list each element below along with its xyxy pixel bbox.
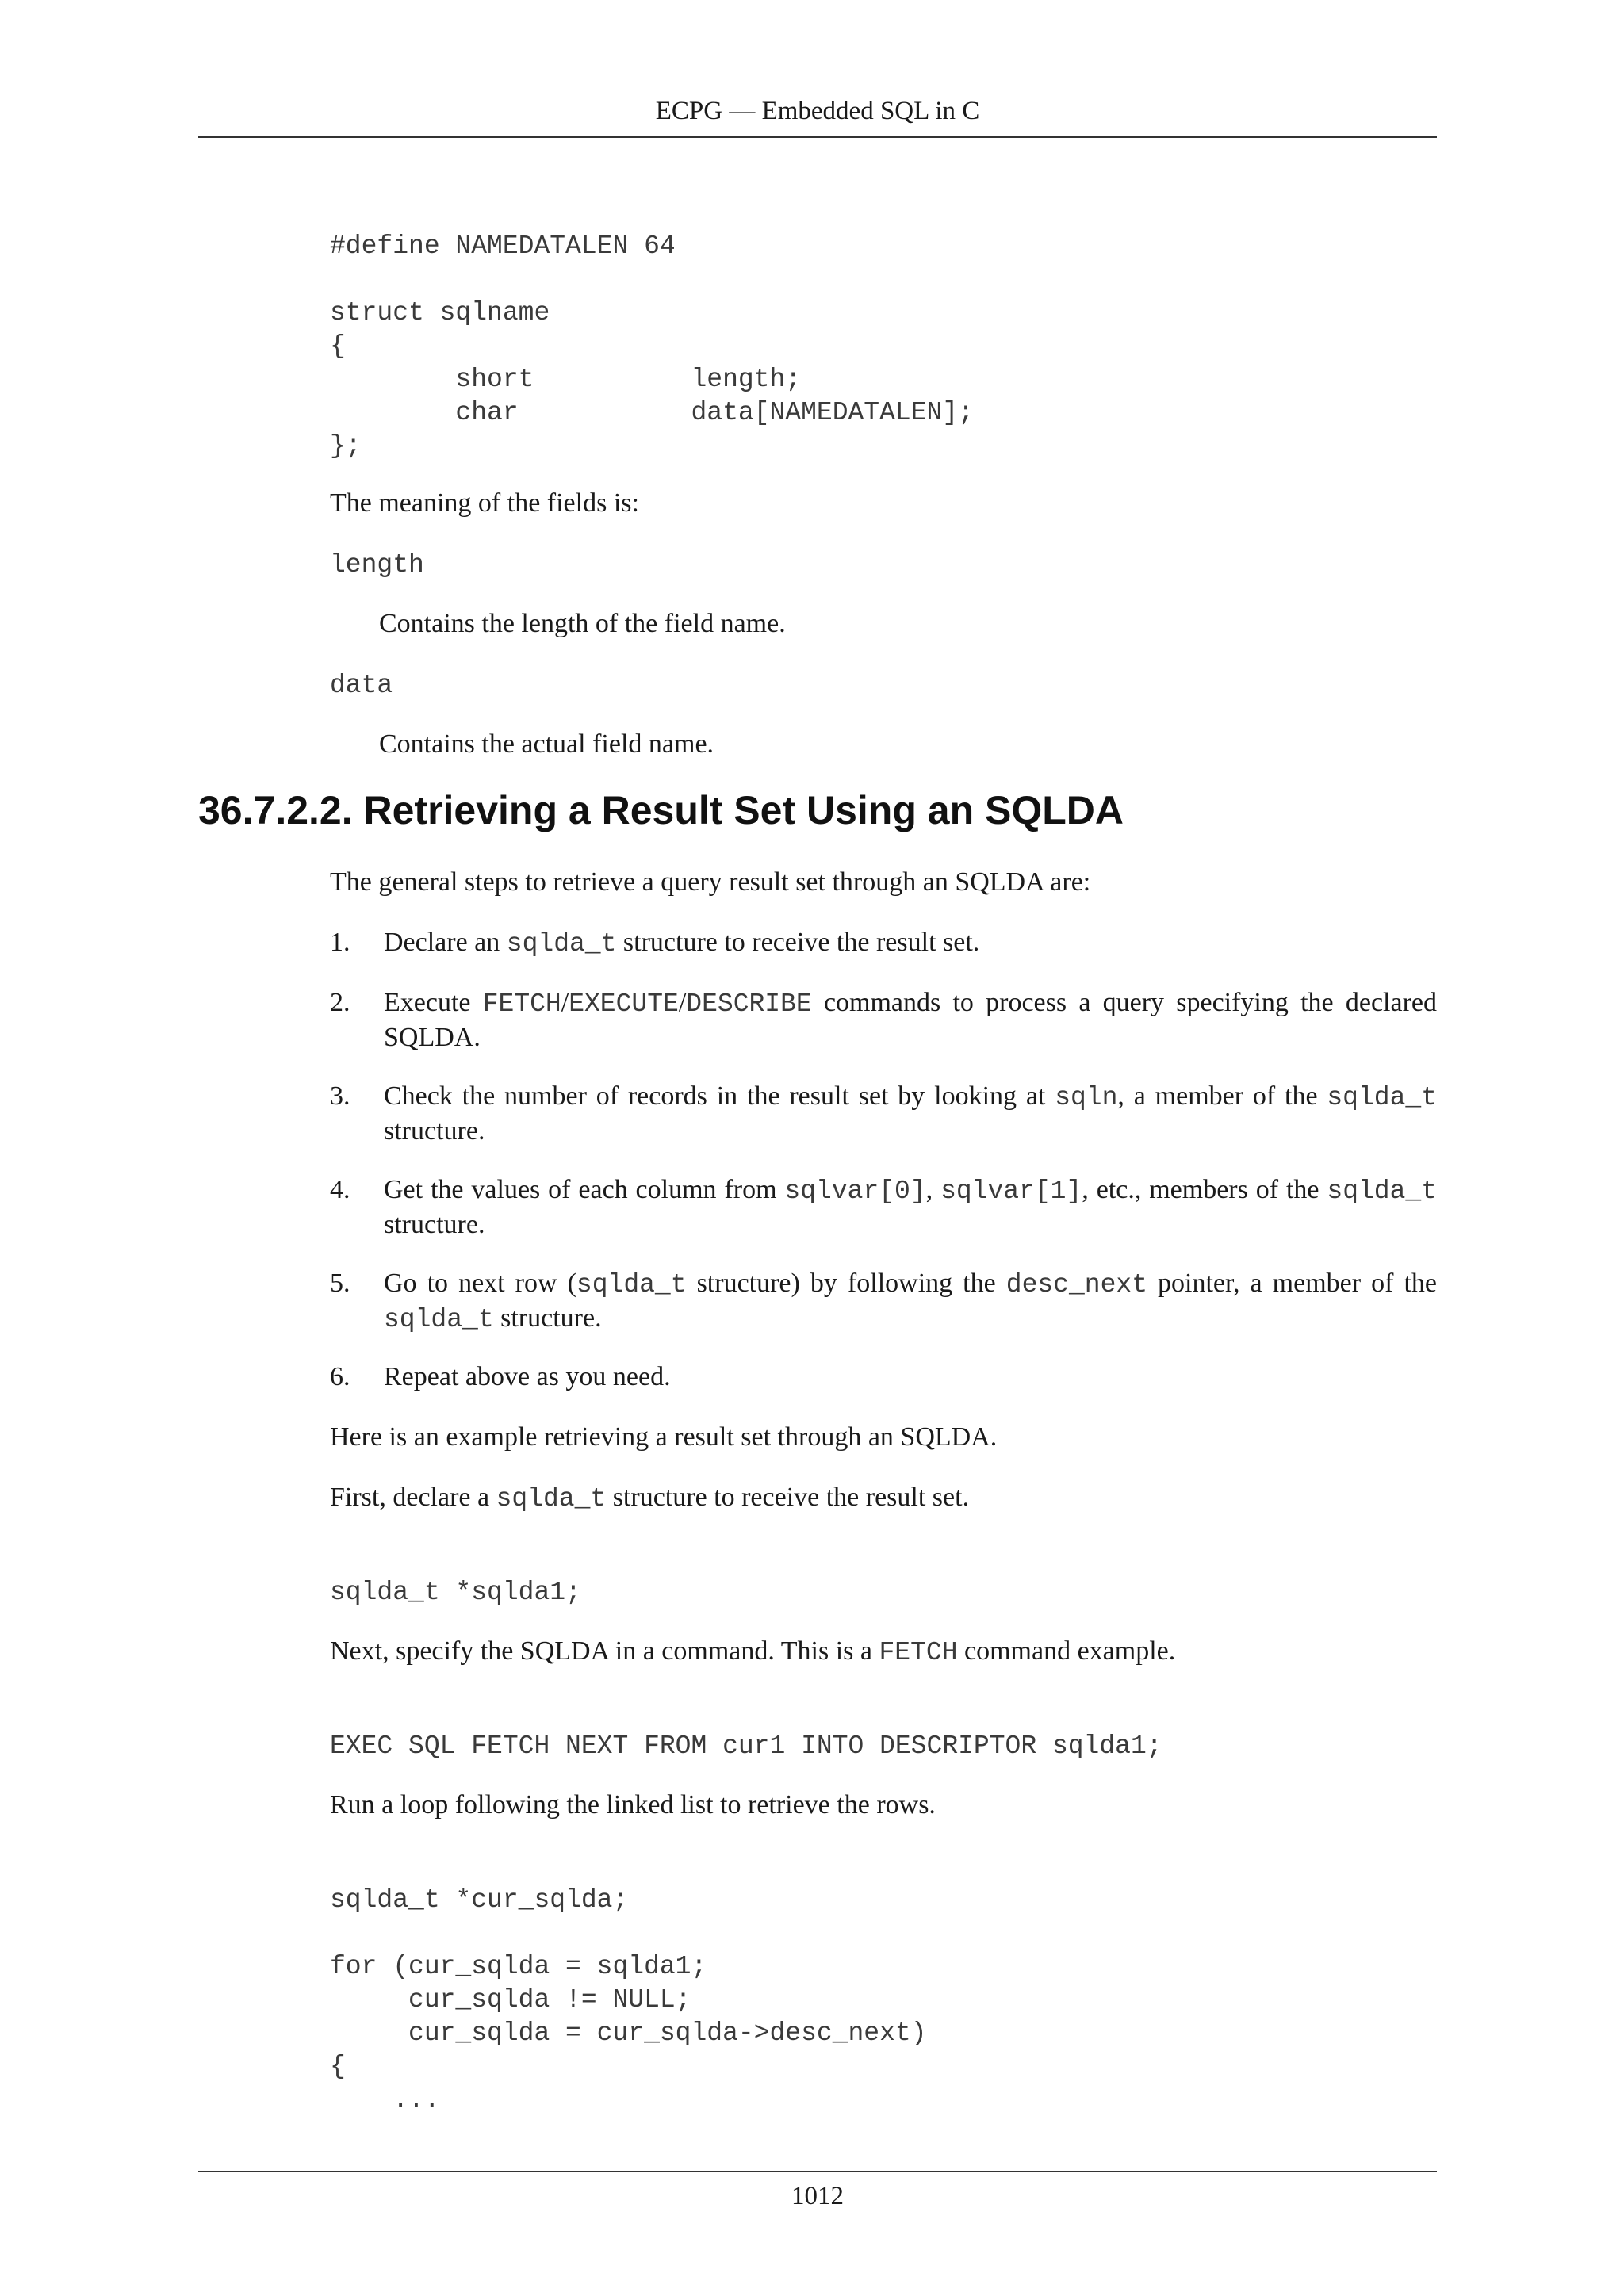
code-line: short length; <box>330 365 802 394</box>
step-number: 6. <box>330 1362 350 1391</box>
code-line: cur_sqlda = cur_sqlda->desc_next) <box>330 2019 927 2048</box>
field-desc-data: Contains the actual field name. <box>379 729 714 759</box>
example-intro: Here is an example retrieving a result set through an SQLDA. <box>330 1422 998 1452</box>
loop-text: Run a loop following the linked list to retrieve the rows. <box>330 1790 936 1820</box>
running-header: ECPG — Embedded SQL in C <box>655 97 980 125</box>
step-2-text: Execute FETCH/EXECUTE/DESCRIBE commands to process a query specifying the declared SQLDA. <box>384 988 1437 1052</box>
field-term-data: data <box>330 671 393 700</box>
field-term-length: length <box>330 550 424 580</box>
code-line: { <box>330 331 346 361</box>
code-line: ... <box>330 2085 440 2114</box>
step-number: 5. <box>330 1269 350 1298</box>
code-line: sqlda_t *cur_sqlda; <box>330 1885 629 1915</box>
step-6-text: Repeat above as you need. <box>384 1362 671 1391</box>
step-3-text: Check the number of records in the result set by looking at sqln, a member of the sqlda_t structure. <box>384 1081 1437 1146</box>
field-desc-length: Contains the length of the field name. <box>379 609 786 638</box>
step-number: 1. <box>330 928 350 957</box>
code-line: for (cur_sqlda = sqlda1; <box>330 1952 707 1981</box>
step-4-text: Get the values of each column from sqlvar[0], sqlvar[1], etc., members of the sqlda_t structure. <box>384 1175 1438 1239</box>
code-line: }; <box>330 431 362 461</box>
code-line: cur_sqlda != NULL; <box>330 1985 691 2015</box>
section-heading: 36.7.2.2. Retrieving a Result Set Using an SQLDA <box>198 788 1124 832</box>
step-number: 4. <box>330 1175 350 1204</box>
header-rule <box>198 136 1437 138</box>
steps-intro: The general steps to retrieve a query result set through an SQLDA are: <box>330 867 1091 897</box>
code-line: { <box>330 2052 346 2081</box>
code-line: #define NAMEDATALEN 64 <box>330 232 676 261</box>
step-5-text: Go to next row (sqlda_t structure) by following the desc_next pointer, a member of the sqlda_t structure. <box>384 1269 1437 1334</box>
step-number: 2. <box>330 988 350 1017</box>
page-number: 1012 <box>791 2182 844 2210</box>
code-line: EXEC SQL FETCH NEXT FROM cur1 INTO DESCRIPTOR sqlda1; <box>330 1732 1162 1761</box>
step-1-text: Declare an sqlda_t structure to receive the result set. <box>384 928 980 959</box>
code-line: char data[NAMEDATALEN]; <box>330 398 974 427</box>
fields-intro: The meaning of the fields is: <box>330 488 639 518</box>
code-line: sqlda_t *sqlda1; <box>330 1578 581 1607</box>
next-text: Next, specify the SQLDA in a command. This is a FETCH command example. <box>330 1636 1176 1667</box>
footer-rule <box>198 2171 1437 2172</box>
declare-text: First, declare a sqlda_t structure to receive the result set. <box>330 1483 970 1513</box>
code-line: struct sqlname <box>330 298 550 327</box>
step-number: 3. <box>330 1081 350 1111</box>
